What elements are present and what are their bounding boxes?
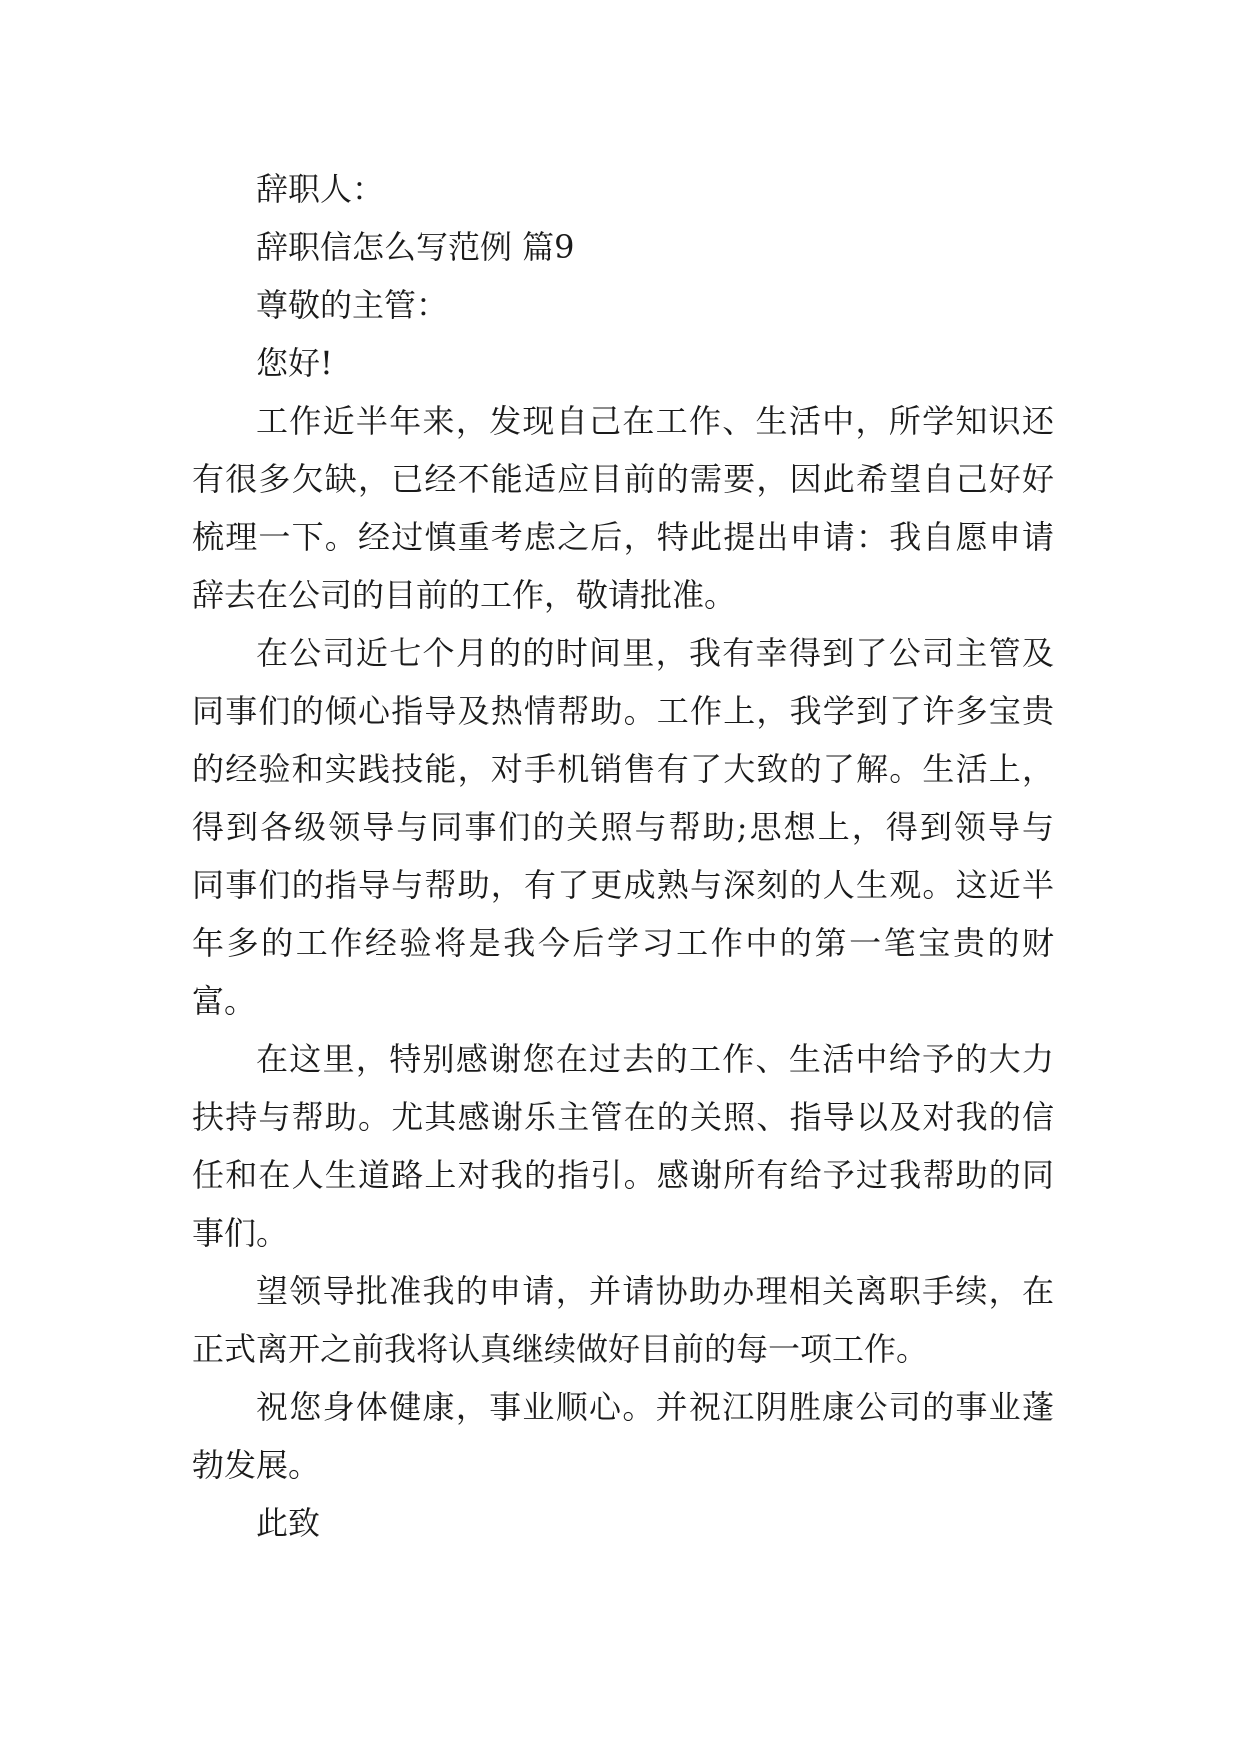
paragraph-1-line: 梳理一下。经过慎重考虑之后，特此提出申请：我自愿申请 [192, 518, 1054, 556]
paragraph-1-line: 有很多欠缺，已经不能适应目前的需要，因此希望自己好好 [192, 460, 1054, 498]
section-heading: 辞职信怎么写范例 篇9 [256, 228, 575, 266]
paragraph-2-line: 同事们的倾心指导及热情帮助。工作上，我学到了许多宝贵 [192, 692, 1054, 730]
signer-label: 辞职人： [256, 170, 385, 208]
closing: 此致 [256, 1504, 321, 1542]
paragraph-3-line: 在这里，特别感谢您在过去的工作、生活中给予的大力 [256, 1040, 1054, 1078]
paragraph-5-line: 勃发展。 [192, 1446, 321, 1484]
paragraph-2-line: 得到各级领导与同事们的关照与帮助;思想上，得到领导与 [192, 808, 1054, 846]
paragraph-2-line: 同事们的指导与帮助，有了更成熟与深刻的人生观。这近半 [192, 866, 1054, 904]
greeting: 您好! [256, 344, 333, 382]
paragraph-4-line: 正式离开之前我将认真继续做好目前的每一项工作。 [192, 1330, 929, 1368]
paragraph-2-line: 富。 [192, 982, 257, 1020]
paragraph-3-line: 事们。 [192, 1214, 289, 1252]
paragraph-1-line: 辞去在公司的目前的工作，敬请批准。 [192, 576, 737, 614]
paragraph-4-line: 望领导批准我的申请，并请协助办理相关离职手续，在 [256, 1272, 1054, 1310]
document-body [192, 160, 1054, 1552]
paragraph-2-line: 的经验和实践技能，对手机销售有了大致的了解。生活上， [192, 750, 1054, 788]
paragraph-3-line: 扶持与帮助。尤其感谢乐主管在的关照、指导以及对我的信 [192, 1098, 1054, 1136]
paragraph-3-line: 任和在人生道路上对我的指引。感谢所有给予过我帮助的同 [192, 1156, 1054, 1194]
paragraph-2-line: 在公司近七个月的的时间里，我有幸得到了公司主管及 [256, 634, 1054, 672]
paragraph-2-line: 年多的工作经验将是我今后学习工作中的第一笔宝贵的财 [192, 924, 1054, 962]
paragraph-5-line: 祝您身体健康，事业顺心。并祝江阴胜康公司的事业蓬 [256, 1388, 1054, 1426]
paragraph-1-line: 工作近半年来，发现自己在工作、生活中，所学知识还 [256, 402, 1054, 440]
salutation: 尊敬的主管： [256, 286, 449, 324]
